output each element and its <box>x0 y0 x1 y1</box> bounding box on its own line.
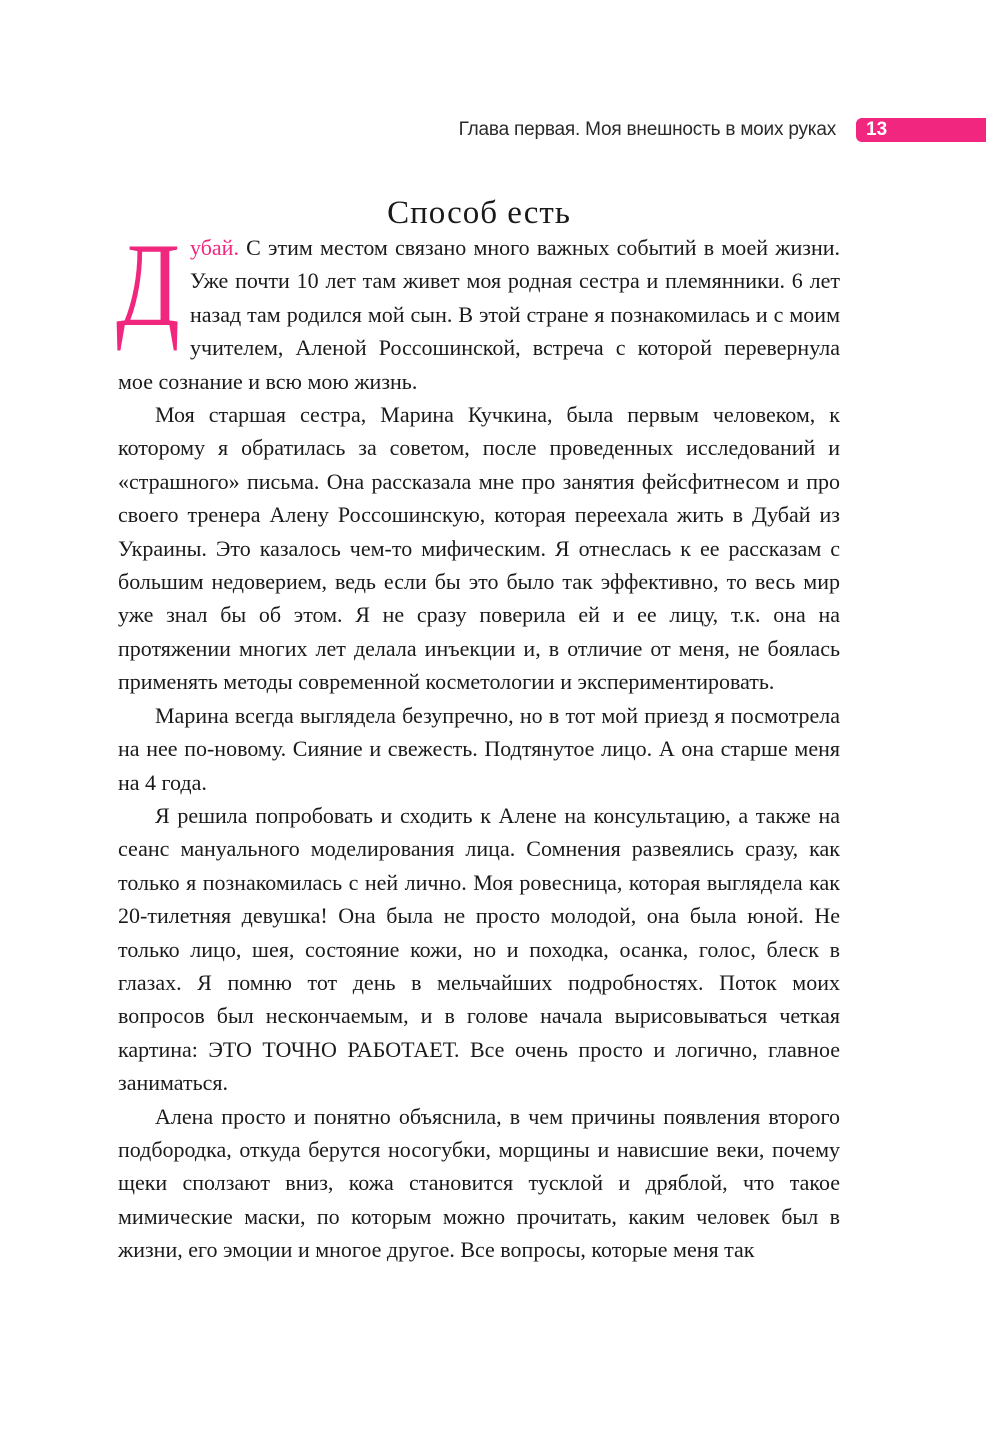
paragraph-1 <box>116 218 840 398</box>
paragraph-2: Моя старшая сестра, Марина Кучкина, была первым человеком, к которому я обратилась за советом, после проведенных исследований и «страшного» письма. Она рассказала мне про занятия фейсфитнесом и про своего тренера Алену Россошинскую, которая переехала жить в Дубай из Украины. Это казалось чем-то мифическим. Я отнеслась к ее рассказам с большим недоверием, ведь если бы это было так эффективно, то весь мир уже знал бы об этом. Я не сразу поверила ей и ее лицу, т.к. она на протяжении многих лет делала инъекции и, в отличие от меня, не боялась применять методы современной косметологии и экспериментировать. <box>118 402 840 695</box>
page-number: 13 <box>866 119 888 140</box>
paragraph-3: Марина всегда выглядела безупречно, но в тот мой приезд я посмотрела на нее по-новому. Сияние и свежесть. Подтянутое лицо. А она старше меня на 4 года. <box>118 702 840 795</box>
paragraph-1-text: С этим местом связано много важных событий в моей жизни. Уже почти 10 лет там живет моя родная сестра и племянники. 6 лет назад там родился мой сын. В этой стране я познакомилась и с моим учителем, Аленой Россошинской, встреча с которой перевернула мое сознание и всю мою жизнь. <box>118 235 840 394</box>
running-header <box>0 117 986 143</box>
lead-word: убай. <box>190 235 239 260</box>
body-text <box>116 218 840 1267</box>
paragraph-5: Алена просто и понятно объяснила, в чем причины появления второго подбородка, откуда берутся носогубки, морщины и нависшие веки, почему щеки сползают вниз, кожа становится тусклой и дряблой, что такое мимические маски, по которым можно прочитать, каким человек был в жизни, его эмоции и многое другое. Все вопросы, которые меня так <box>118 1103 840 1263</box>
drop-cap: Д <box>116 218 180 351</box>
page-number-tab <box>856 118 986 142</box>
paragraph-4: Я решила попробовать и сходить к Алене на консультацию, а также на сеанс мануального моделирования лица. Сомнения развеялись сразу, как только я познакомилась с ней лично. Моя ровесница, которая выглядела как 20-тилетняя девушка! Она была не просто молодой, она была юной. Не только лицо, шея, состояние кожи, но и походка, осанка, голос, блеск в глазах. Я помню тот день в мельчайших подробностях. Поток моих вопросов был нескончаемым, и в голове начала вырисовываться четкая картина: ЭТО ТОЧНО РАБОТАЕТ. Все очень просто и логично, главное заниматься. <box>118 802 840 1096</box>
section-title: Способ есть <box>387 195 571 232</box>
chapter-title: Глава первая. Моя внешность в моих руках <box>458 119 836 140</box>
